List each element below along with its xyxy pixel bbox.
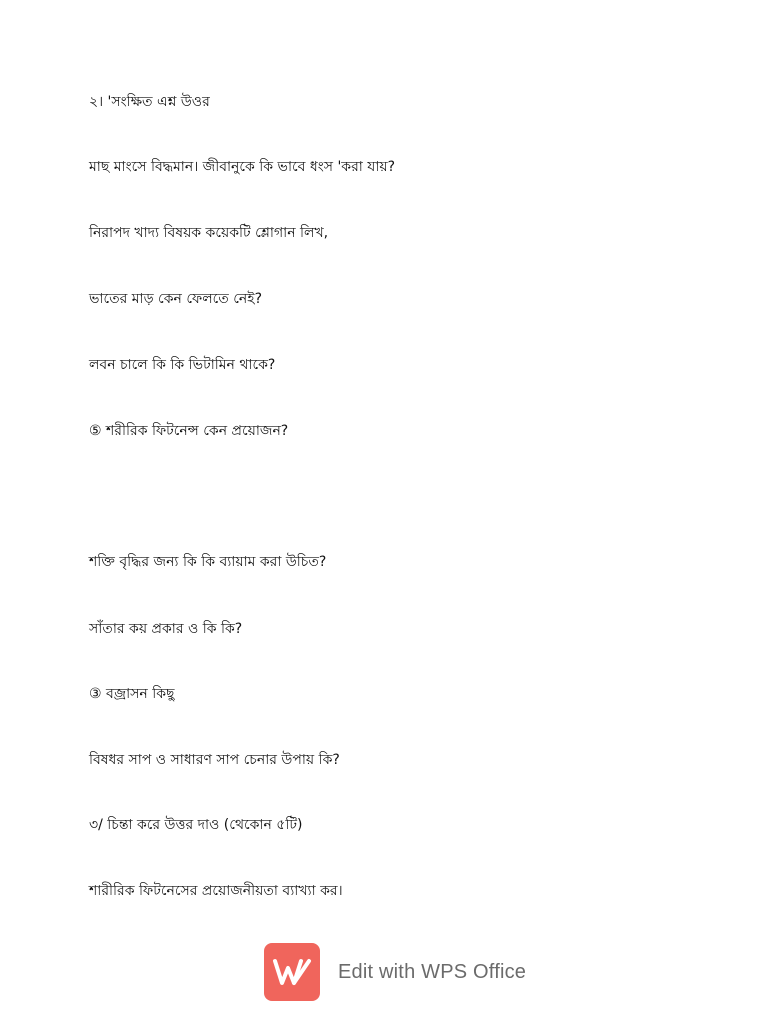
section-heading-3: ৩/ চিন্তা করে উত্তর দাও (থেকোন ৫টি)	[89, 817, 303, 833]
question-line: সাঁতার কয় প্রকার ও কি কি?	[89, 621, 243, 637]
wps-logo-icon[interactable]	[264, 943, 320, 1001]
question-line: ভাতের মাড় কেন ফেলতে নেই?	[89, 291, 263, 307]
question-line: শারীরিক ফিটনেসের প্রয়োজনীয়তা ব্যাখ্যা কর।	[89, 883, 343, 899]
question-line: শক্তি বৃদ্ধির জন্য কি কি ব্যায়াম করা উচিত?	[89, 554, 327, 570]
question-line: মাছ মাংসে বিদ্ধমান। জীবানুকে কি ভাবে ধংস 'করা যায়?	[89, 159, 396, 175]
question-line: ⑤ শরীরিক ফিটনেন্স কেন প্রয়োজন?	[89, 423, 289, 439]
question-line: নিরাপদ খাদ্য বিষয়ক কয়েকটি শ্লোগান লিখ,	[89, 225, 329, 241]
wps-edit-banner[interactable]	[264, 943, 526, 1001]
question-line: লবন চালে কি কি ভিটামিন থাকে?	[89, 357, 276, 373]
question-line: ③ বজ্রাসন কিছু	[89, 686, 175, 702]
edit-with-wps-label[interactable]: Edit with WPS Office	[338, 960, 527, 983]
question-line: বিষধর সাপ ও সাধারণ সাপ চেনার উপায় কি?	[89, 752, 340, 768]
section-heading-2: ২। 'সংক্ষিত এশ্ন উওর	[89, 94, 210, 110]
